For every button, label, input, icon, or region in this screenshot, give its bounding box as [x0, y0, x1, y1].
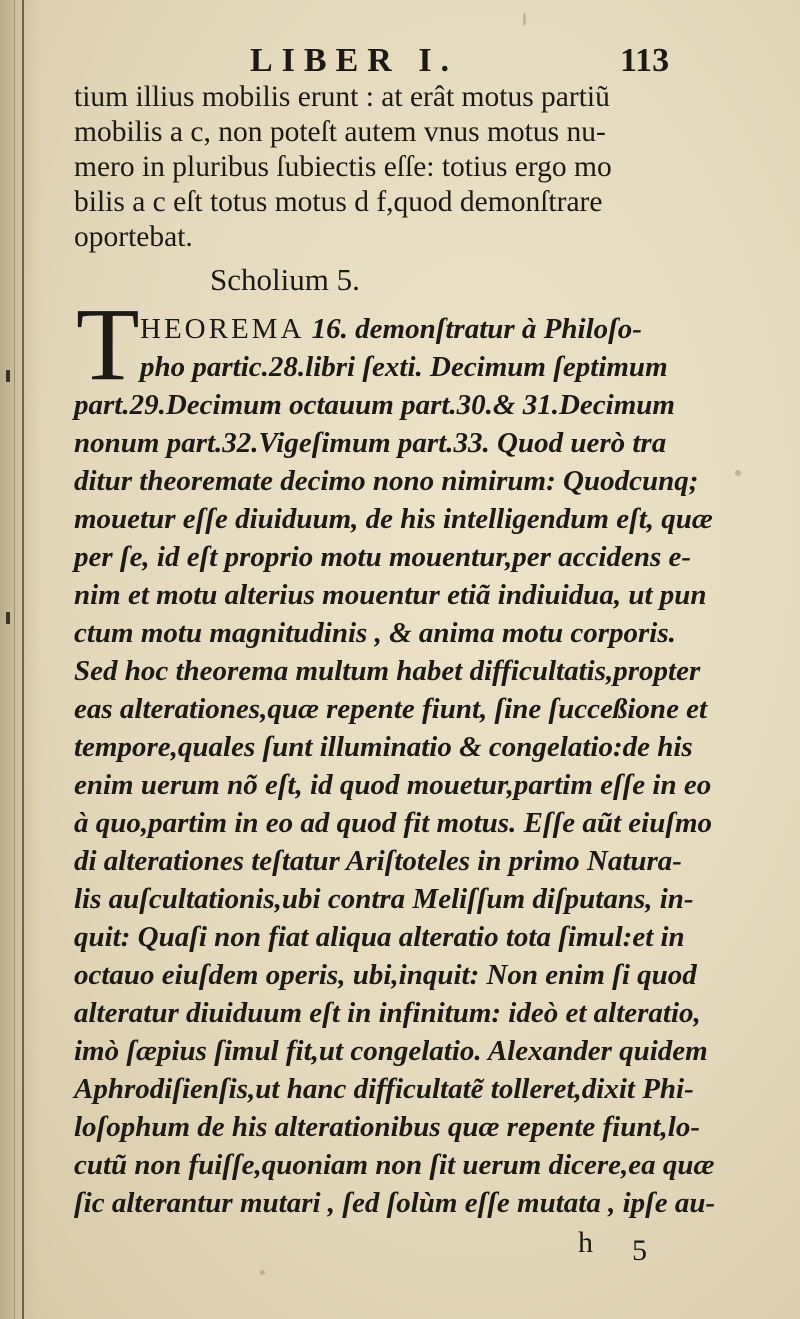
text-line: nim et motu alterius mouentur etiã indiuidua, ut pun: [74, 579, 707, 611]
text-line: enim uerum nõ eſt, id quod mouetur,partim eſſe in eo: [74, 769, 712, 801]
text-line: bilis a c eſt totus motus d f,quod demonſtrare: [74, 186, 603, 218]
page-gutter-shadow: [0, 0, 40, 1319]
text-line: per ſe, id eſt proprio motu mouentur,per accidens e-: [74, 541, 692, 573]
text-line: [140, 312, 642, 347]
text-line: loſophum de his alterationibus quæ repente fiunt,lo-: [74, 1111, 701, 1143]
text-line: di alterationes teſtatur Ariſtoteles in primo Natura-: [74, 845, 682, 877]
drop-cap: T: [76, 287, 140, 402]
text-line-rest: 16. demonſtratur à Philoſo-: [311, 313, 642, 345]
text-line: tempore,quales ſunt illuminatio & congelatio:de his: [74, 731, 693, 763]
text-line: Sed hoc theorema multum habet difficultatis,propter: [74, 655, 701, 687]
binding-edge-faint: [14, 0, 15, 1319]
text-line: mouetur eſſe diuiduum, de his intelligendum eſt, quæ: [74, 503, 713, 535]
text-line: tium illius mobilis erunt : at erât motus partiũ: [74, 81, 610, 113]
paper-speck: [523, 12, 526, 26]
margin-mark: [6, 612, 10, 624]
text-line: part.29.Decimum octauum part.30.& 31.Decimum: [74, 389, 675, 421]
text-line: mero in pluribus ſubiectis eſſe: totius ergo mo: [74, 151, 612, 183]
text-line: octauo eiuſdem operis, ubi,inquit: Non enim ſi quod: [74, 959, 697, 991]
text-line: ditur theoremate decimo nono nimirum: Quodcunq;: [74, 465, 699, 497]
text-line: cutũ non fuiſſe,quoniam non ſit uerum dicere,ea quæ: [74, 1149, 715, 1181]
small-caps-word: HEOREMA: [140, 313, 305, 345]
signature-number: 5: [632, 1234, 647, 1267]
binding-edge: [22, 0, 24, 1319]
text-line: imò ſæpius ſimul fit,ut congelatio. Alexander quidem: [74, 1035, 708, 1067]
text-line: quit: Quaſi non fiat aliqua alteratio tota ſimul:et in: [74, 921, 685, 953]
section-heading: Scholium 5.: [210, 262, 360, 297]
text-line: mobilis a c, non poteſt autem vnus motus nu-: [74, 116, 606, 148]
text-line: nonum part.32.Vigeſimum part.33. Quod uerò tra: [74, 427, 667, 459]
paper-speck: [735, 470, 741, 476]
text-line: ctum motu magnitudinis , & anima motu corporis.: [74, 617, 676, 649]
text-line: Aphrodiſienſis,ut hanc difficultatẽ tolleret,dixit Phi-: [74, 1073, 694, 1105]
signature-letter: h: [578, 1226, 593, 1259]
text-line: pho partic.28.libri ſexti. Decimum ſeptimum: [140, 351, 668, 383]
text-line: lis auſcultationis,ubi contra Meliſſum diſputans, in-: [74, 883, 694, 915]
text-line: eas alterationes,quæ repente fiunt, ſine ſucceßione et: [74, 693, 708, 725]
text-line: alteratur diuiduum eſt in infinitum: ideò et alteratio,: [74, 997, 701, 1029]
running-head-title: LIBER I.: [250, 42, 459, 79]
text-line: à quo,partim in eo ad quod fit motus. Eſſe aũt eiuſmo: [74, 807, 713, 839]
paper-speck: [260, 1270, 265, 1275]
text-line: oportebat.: [74, 221, 193, 253]
text-line: ſic alterantur mutari , ſed ſolùm eſſe mutata , ipſe au-: [74, 1187, 716, 1219]
margin-mark: [6, 370, 10, 382]
page-number: 113: [620, 42, 670, 79]
